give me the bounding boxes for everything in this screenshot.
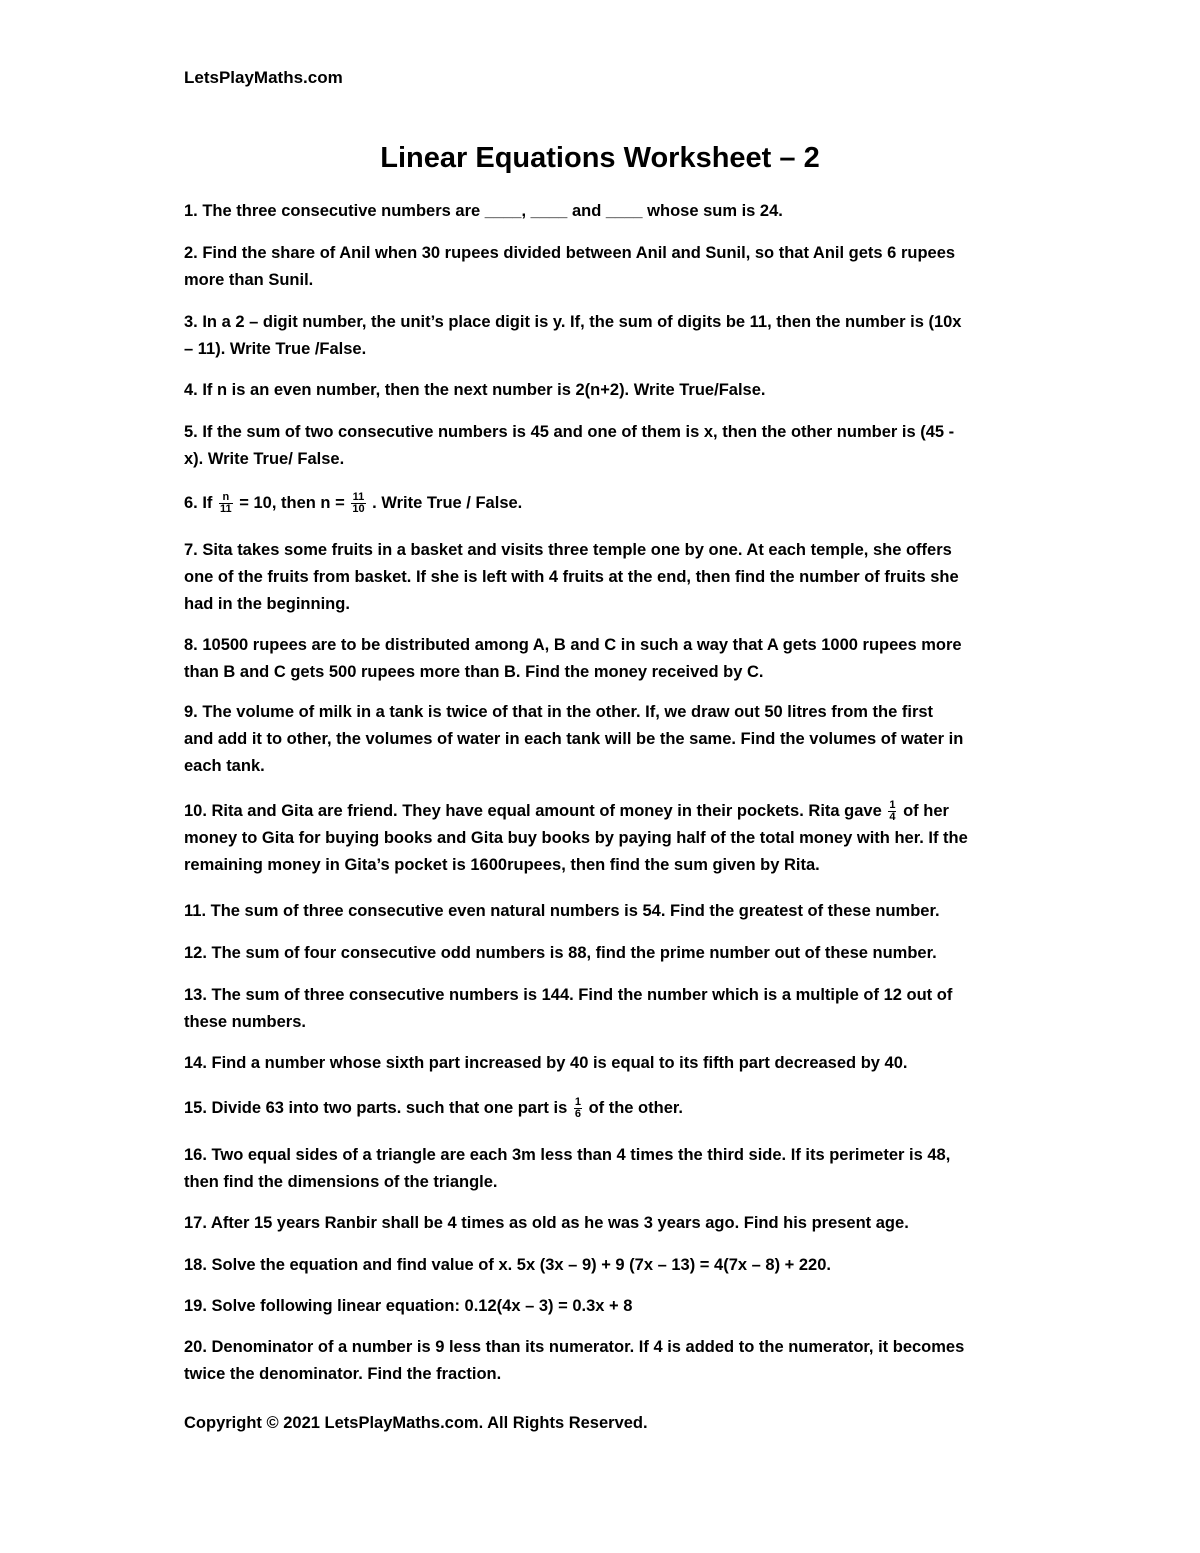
question-4: 4. If n is an even number, then the next number is 2(n+2). Write True/False. — [184, 381, 766, 399]
copyright-footer: Copyright © 2021 LetsPlayMaths.com. All Rights Reserved. — [184, 1414, 648, 1432]
question-15: 15. Divide 63 into two parts. such that one part is $\frac{1}{6}$ of the other. — [184, 1096, 683, 1121]
site-header: LetsPlayMaths.com — [184, 68, 343, 87]
fraction-1-over-4: $\frac{1}{4}$ — [889, 799, 896, 824]
fraction-1-over-6: $\frac{1}{6}$ — [574, 1096, 581, 1121]
question-12: 12. The sum of four consecutive odd numbers is 88, find the prime number out of these number. — [184, 944, 937, 962]
question-7: 7. Sita takes some fruits in a basket and visits three temple one by one. At each temple, she offers one of the fruits from basket. If she is left with 4 fruits at the end, then find the number of fruits she had in the beginning. — [184, 541, 959, 613]
question-10: 10. Rita and Gita are friend. They have equal amount of money in their pockets. Rita gave $\frac{1}{4}$ of her money to Gita for buying books and Gita buy books by paying half of the total money with her. If the remaining money in Gita’s pocket is 1600rupees, then find the sum given by Rita. — [184, 799, 968, 874]
question-18: 18. Solve the equation and find value of x. 5x (3x – 9) + 9 (7x – 13) = 4(7x – 8) + 220. — [184, 1256, 831, 1274]
question-20: 20. Denominator of a number is 9 less than its numerator. If 4 is added to the numerator, it becomes twice the denominator. Find the fraction. — [184, 1338, 965, 1383]
page-title: Linear Equations Worksheet – 2 — [380, 142, 820, 174]
question-5: 5. If the sum of two consecutive numbers is 45 and one of them is x, then the other number is (45 - x). Write True/ False. — [184, 423, 955, 468]
question-17: 17. After 15 years Ranbir shall be 4 times as old as he was 3 years ago. Find his present age. — [184, 1214, 909, 1232]
question-9: 9. The volume of milk in a tank is twice of that in the other. If, we draw out 50 litres from the first and add it to other, the volumes of water in each tank will be the same. Find the volumes of water in each tank. — [184, 703, 964, 775]
question-13: 13. The sum of three consecutive numbers is 144. Find the number which is a multiple of 12 out of these numbers. — [184, 986, 953, 1031]
fraction-n-over-11: $\frac{n}{11}$ — [220, 491, 232, 516]
question-19: 19. Solve following linear equation: 0.12(4x – 3) = 0.3x + 8 — [184, 1297, 633, 1315]
question-2: 2. Find the share of Anil when 30 rupees divided between Anil and Sunil, so that Anil gets 6 rupees more than Sunil. — [184, 244, 956, 289]
question-16: 16. Two equal sides of a triangle are each 3m less than 4 times the third side. If its perimeter is 48, then find the dimensions of the triangle. — [184, 1146, 951, 1191]
question-6: 6. If $\frac{n}{11}$ = 10, then n = $\frac{11}{10}$ . Write True / False. — [184, 491, 523, 516]
question-14: 14. Find a number whose sixth part increased by 40 is equal to its fifth part decreased by 40. — [184, 1054, 908, 1072]
question-11: 11. The sum of three consecutive even natural numbers is 54. Find the greatest of these number. — [184, 902, 940, 920]
fraction-11-over-10: $\frac{11}{10}$ — [352, 491, 365, 516]
question-3: 3. In a 2 – digit number, the unit’s place digit is y. If, the sum of digits be 11, then the number is (10x – 11). Write True /False. — [184, 313, 962, 358]
question-1: 1. The three consecutive numbers are ____, ____ and ____ whose sum is 24. — [184, 202, 783, 220]
question-8: 8. 10500 rupees are to be distributed among A, B and C in such a way that A gets 1000 rupees more than B and C gets 500 rupees more than B. Find the money received by C. — [184, 636, 962, 681]
